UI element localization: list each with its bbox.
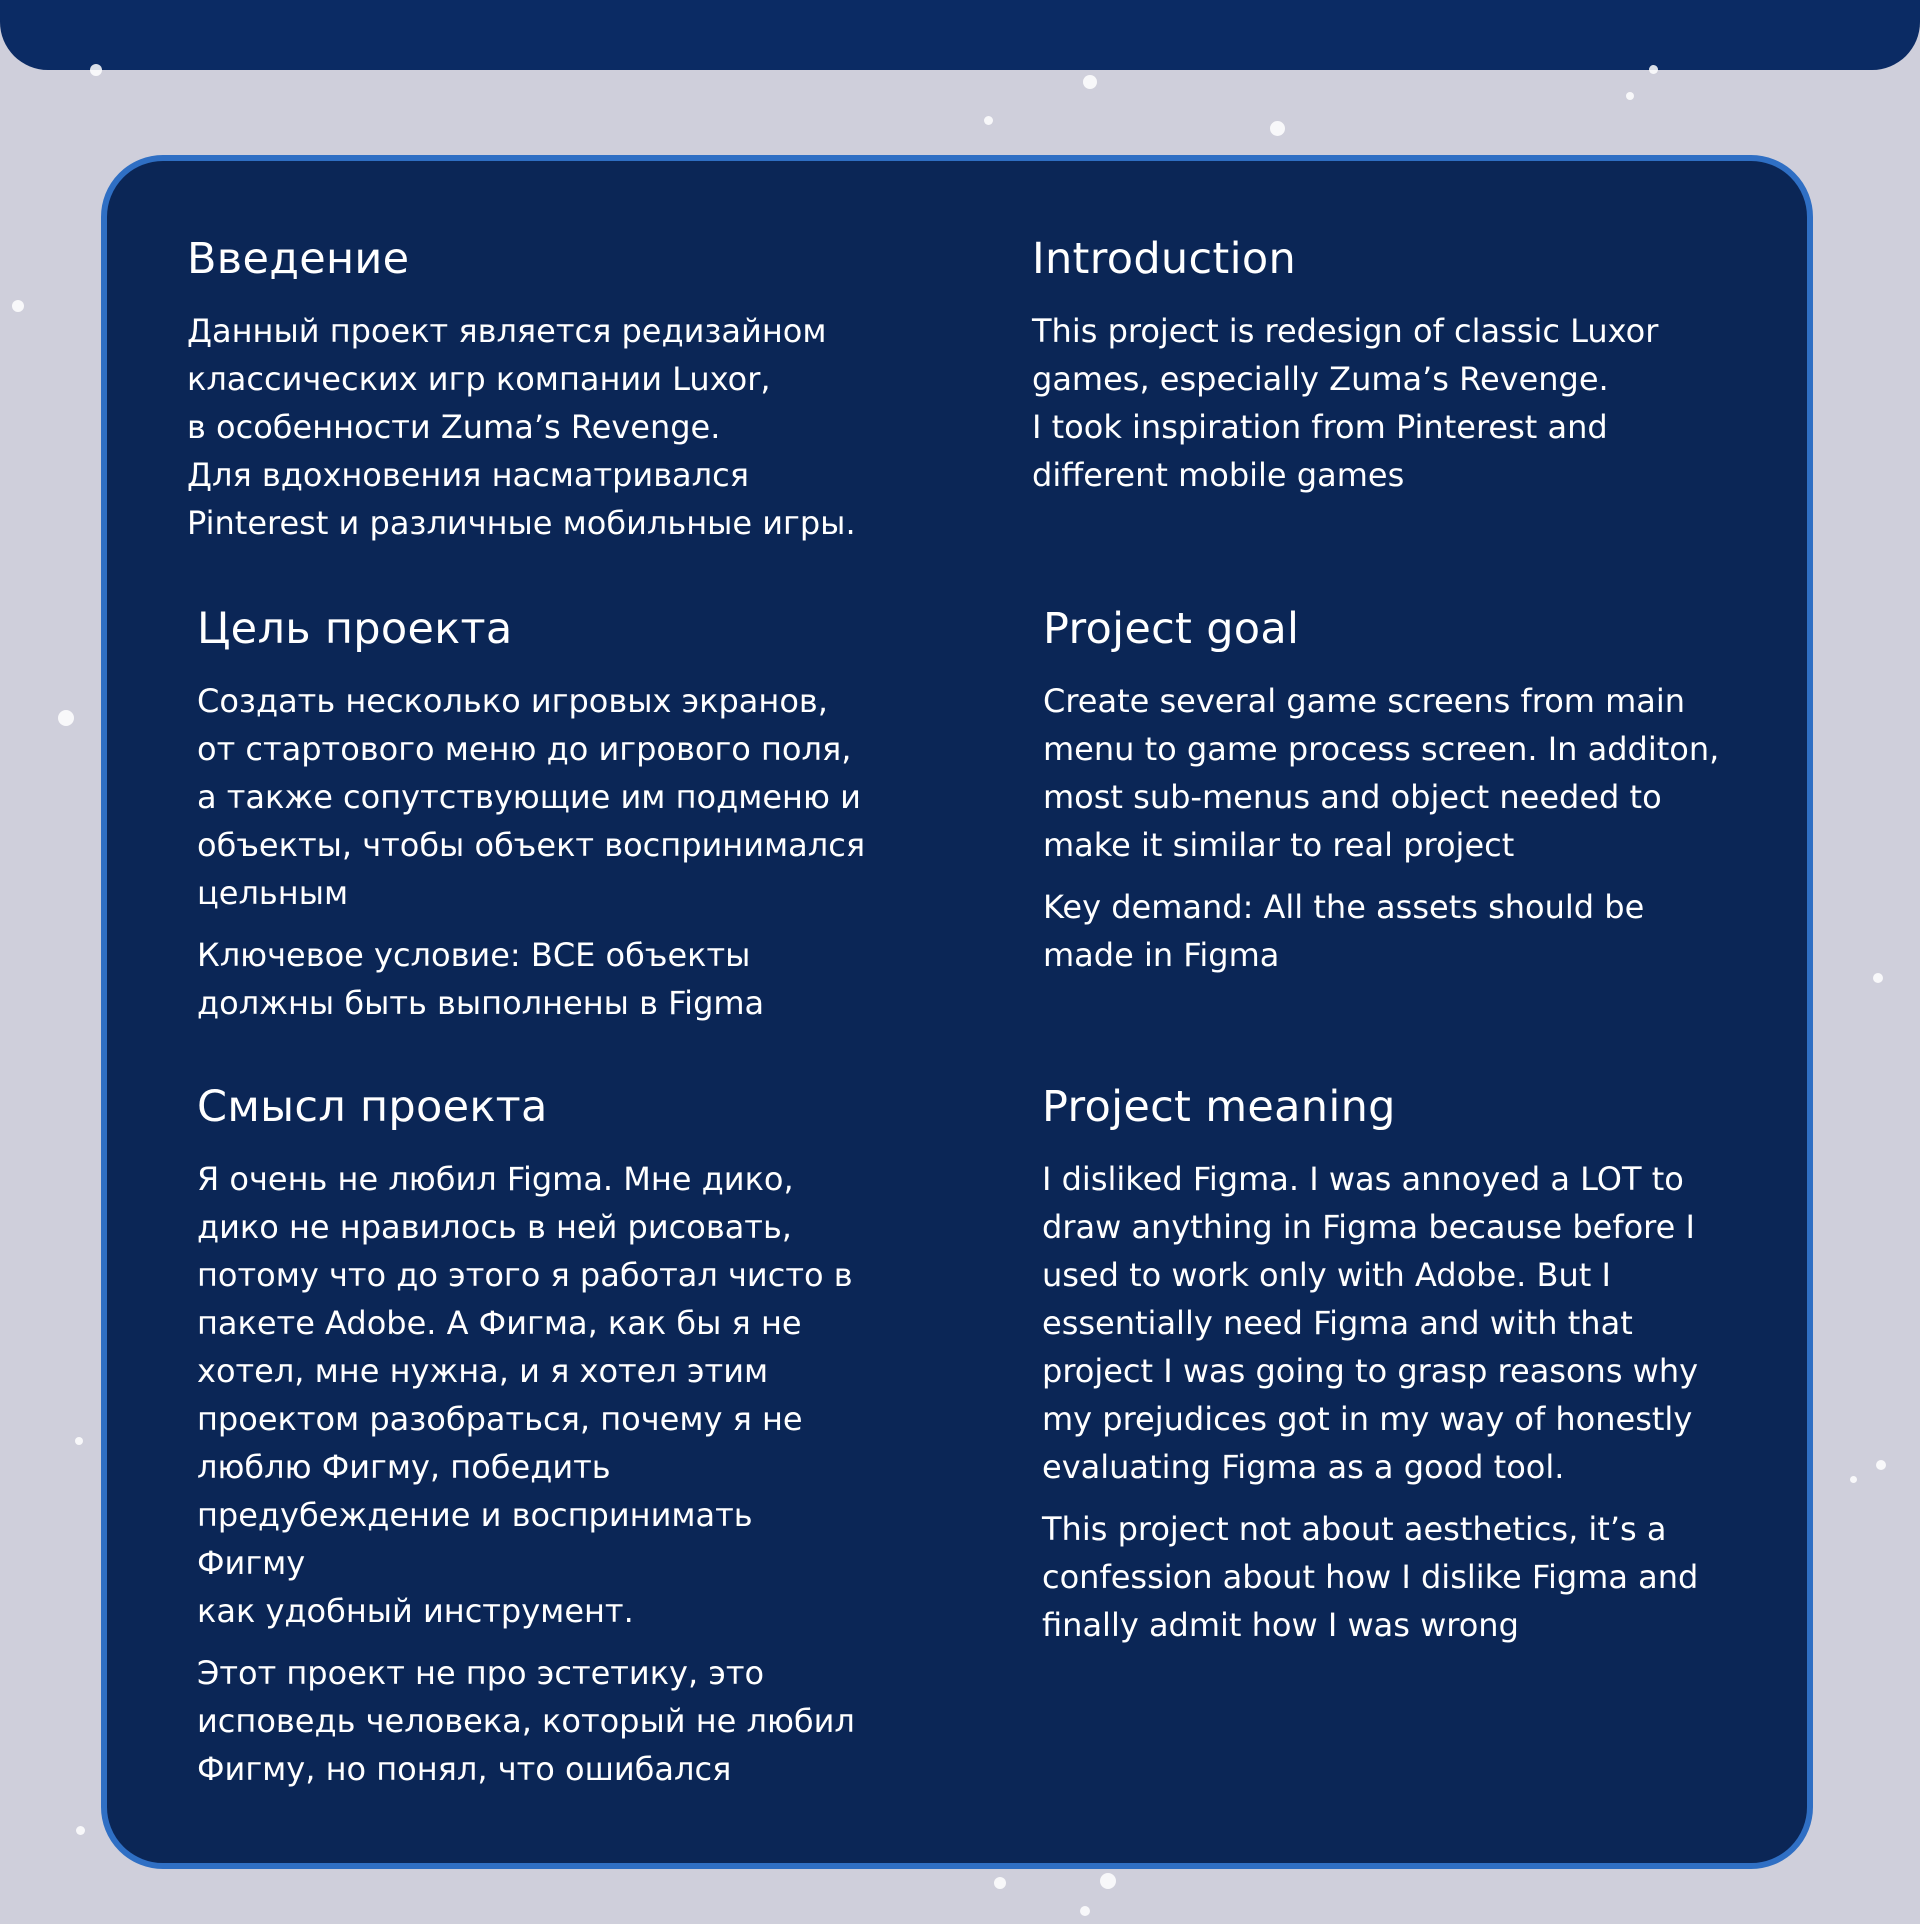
content-card [101, 155, 1813, 1869]
section-paragraph: Ключевое условие: ВСЕ объекты должны быть выполнены в Figma [197, 936, 765, 1022]
section-title: Цель проекта [197, 604, 513, 654]
section-paragraph: Этот проект не про эстетику, это исповедь человека, который не любил Фигму, но понял, что ошибался [197, 1654, 855, 1788]
star-decoration [994, 1877, 1006, 1889]
section-paragraph: Данный проект является редизайном классических игр компании Luxor, в особенности Zuma’s Revenge. Для вдохновения насматривался Pinterest и различные мобильные игры. [187, 312, 856, 542]
star-decoration [1270, 121, 1285, 136]
section-title: Смысл проекта [197, 1082, 548, 1132]
meaning-section-ru [197, 1081, 867, 1807]
section-paragraph: Я очень не любил Figma. Мне дико, дико не нравилось в ней рисовать, потому что до этого я работал чисто в пакете Adobe. А Фигма, как бы я не хотел, мне нужна, и я хотел этим проектом разобраться, почему я не люблю Фигму, победить предубеждение и воспринимать Фигму как удобный инструмент. [197, 1160, 853, 1630]
section-paragraph: This project not about aesthetics, it’s a confession about how I dislike Figma and finally admit how I was wrong [1042, 1510, 1699, 1644]
section-paragraph: This project is redesign of classic Luxor games, especially Zuma’s Revenge. I took inspiration from Pinterest and different mobile games [1032, 312, 1659, 494]
star-decoration [12, 300, 24, 312]
section-paragraph: I disliked Figma. I was annoyed a LOT to draw anything in Figma because before I used to work only with Adobe. But I essentially need Figma and with that project I was going to grasp reasons why my prejudices got in my way of honestly evaluating Figma as a good tool. [1042, 1160, 1699, 1486]
star-decoration [1100, 1873, 1116, 1889]
star-decoration [1626, 92, 1634, 100]
intro-section-ru [187, 233, 856, 561]
section-paragraph: Создать несколько игровых экранов, от стартового меню до игрового поля, а также сопутствующие им подменю и объекты, чтобы объект воспринимался цельным [197, 682, 866, 912]
star-decoration [1080, 1906, 1090, 1916]
section-title: Project goal [1043, 604, 1300, 654]
star-decoration [1876, 1460, 1886, 1470]
star-decoration [90, 64, 102, 76]
section-paragraph: Create several game screens from main menu to game process screen. In additon, most sub-menus and object needed to make it similar to real project [1043, 682, 1720, 864]
meaning-section-en [1042, 1081, 1698, 1663]
section-title: Project meaning [1042, 1082, 1396, 1132]
intro-section-en [1032, 233, 1658, 513]
star-decoration [984, 116, 993, 125]
goal-section-en [1043, 603, 1719, 993]
star-decoration [1083, 75, 1097, 89]
star-decoration [58, 710, 74, 726]
section-paragraph: Key demand: All the assets should be made in Figma [1043, 888, 1645, 974]
goal-section-ru [197, 603, 865, 1041]
top-banner [0, 0, 1920, 70]
star-decoration [1850, 1476, 1857, 1483]
star-decoration [1873, 973, 1883, 983]
star-decoration [76, 1826, 85, 1835]
section-title: Введение [187, 234, 410, 284]
section-title: Introduction [1032, 234, 1296, 284]
star-decoration [1649, 65, 1658, 74]
star-decoration [75, 1437, 83, 1445]
